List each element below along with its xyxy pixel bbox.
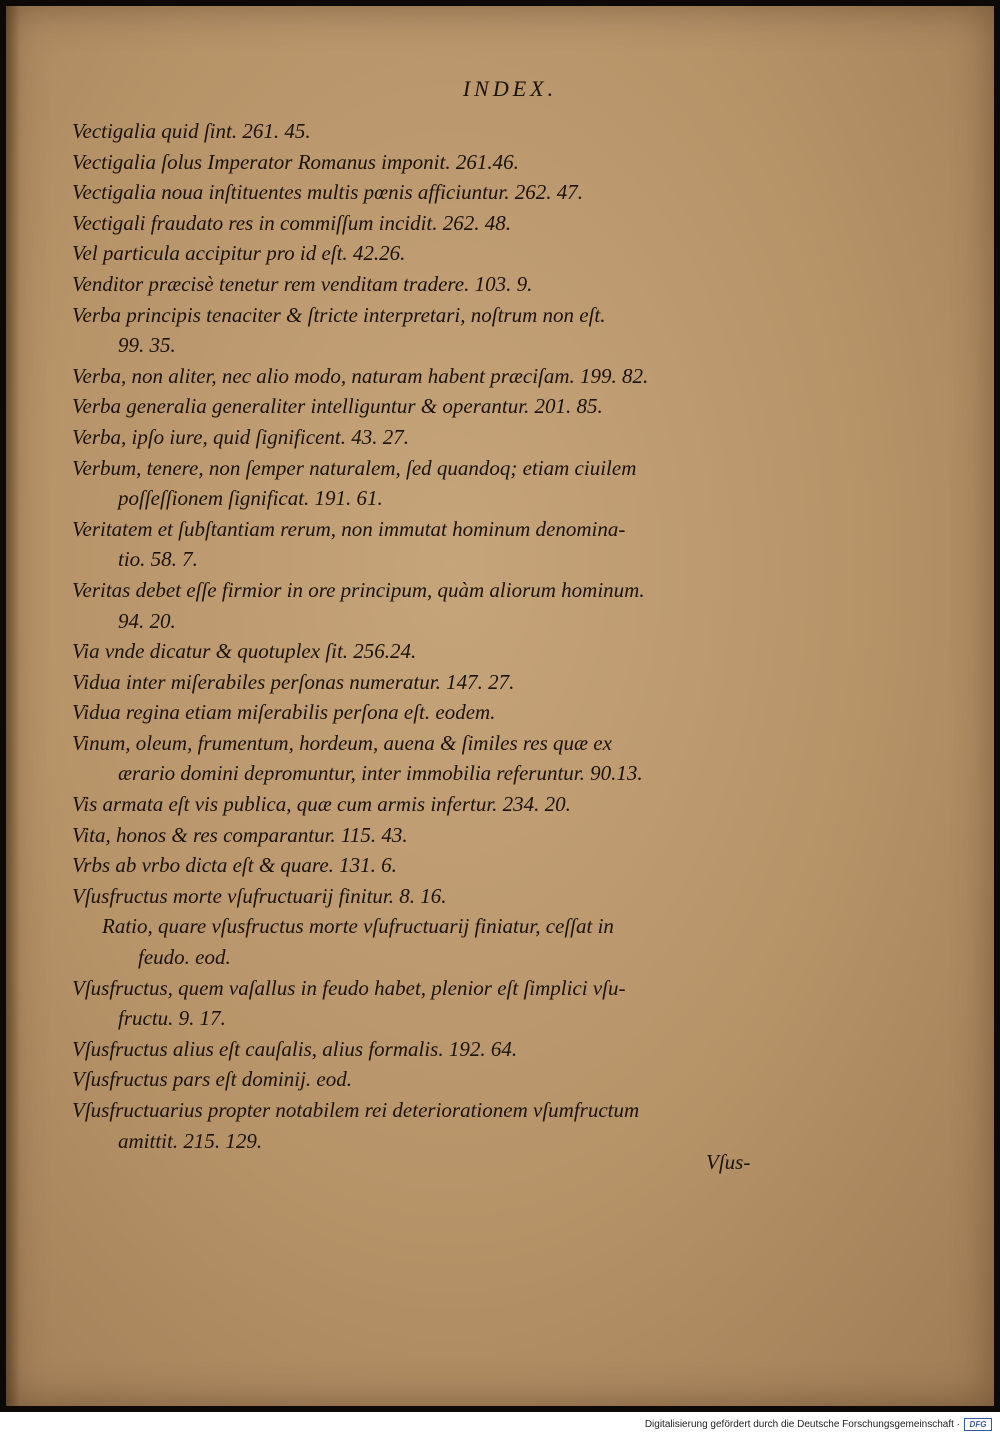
index-entry-line: Vſusfructus, quem vaſallus in feudo habet, plenior eſt ſimplici vſu- xyxy=(72,975,626,1000)
index-entry-line: Veritas debet eſſe firmior in ore principum, quàm aliorum hominum. xyxy=(72,577,645,602)
index-entry-line: Venditor præcisè tenetur rem venditam tradere. 103. 9. xyxy=(72,271,533,296)
index-entry-line: Vis armata eſt vis publica, quæ cum armis infertur. 234. 20. xyxy=(72,792,571,817)
index-entry-line: Vel particula accipitur pro id eſt. 42.26. xyxy=(72,241,406,266)
index-entry-line: Via vnde dicatur & quotuplex ſit. 256.24. xyxy=(72,639,417,664)
index-entry-line: Verba, non aliter, nec alio modo, naturam habent præciſam. 199. 82. xyxy=(72,363,649,388)
page-header: INDEX. xyxy=(462,76,558,101)
index-entry-line: Verba principis tenaciter & ſtricte interpretari, noſtrum non eſt. xyxy=(72,302,606,327)
index-entry-line: Vſusfructus morte vſufructuarij finitur. 8. 16. xyxy=(72,883,447,908)
index-entry-line: Vita, honos & res comparantur. 115. 43. xyxy=(72,822,408,847)
index-entry-line: tio. 58. 7. xyxy=(118,547,198,572)
index-entry-line: Vidua inter miſerabiles perſonas numeratur. 147. 27. xyxy=(72,669,515,694)
dfg-logo: DFG xyxy=(964,1418,992,1431)
index-entry-line: ærario domini depromuntur, inter immobilia referuntur. 90.13. xyxy=(118,761,643,786)
index-entry-line: Vectigali fraudato res in commiſſum incidit. 262. 48. xyxy=(72,210,512,235)
index-entry-line: feudo. eod. xyxy=(138,945,231,970)
index-entry-line: fructu. 9. 17. xyxy=(118,1006,226,1031)
index-entry-line: Vinum, oleum, frumentum, hordeum, auena & ſimiles res quæ ex xyxy=(72,730,612,755)
index-entries xyxy=(72,116,772,1156)
index-entry-line: Veritatem et ſubſtantiam rerum, non immutat hominum denomina- xyxy=(72,516,626,541)
index-entry-line: Verbum, tenere, non ſemper naturalem, ſed quandoq; etiam ciuilem xyxy=(72,455,637,480)
index-entry-line: Vectigalia noua inſtituentes multis pœnis afficiuntur. 262. 47. xyxy=(72,180,583,205)
index-entry-line: 99. 35. xyxy=(118,333,176,358)
footer xyxy=(0,1416,992,1432)
book-page xyxy=(6,6,994,1406)
index-entry-line: Vſusfructus pars eſt dominij. eod. xyxy=(72,1067,352,1092)
index-entry-line: Ratio, quare vſusfructus morte vſufructuarij finiatur, ceſſat in xyxy=(102,914,614,939)
index-entry-line: Vectigalia quid ſint. 261. 45. xyxy=(72,119,311,143)
index-entry-line: amittit. 215. 129. xyxy=(118,1128,263,1153)
index-entry-line: Verba, ipſo iure, quid ſignificent. 43. 27. xyxy=(72,424,409,449)
index-entry-line: Vſusfructuarius propter notabilem rei deteriorationem vſumfructum xyxy=(72,1098,640,1122)
footer-credit: Digitalisierung gefördert durch die Deutsche Forschungsgemeinschaft · xyxy=(644,1418,960,1430)
index-entry-line: Verba generalia generaliter intelliguntur & operantur. 201. 85. xyxy=(72,394,603,419)
index-entry-line: Vectigalia ſolus Imperator Romanus imponit. 261.46. xyxy=(72,149,519,174)
catchword: Vſus- xyxy=(706,1150,751,1174)
index-entry-line: poſſeſſionem ſignificat. 191. 61. xyxy=(118,486,383,511)
index-entry-line: 94. 20. xyxy=(118,608,176,633)
index-entry-line: Vidua regina etiam miſerabilis perſona eſt. eodem. xyxy=(72,700,496,725)
index-entry-line: Vrbs ab vrbo dicta eſt & quare. 131. 6. xyxy=(72,853,397,878)
index-entry-line: Vſusfructus alius eſt cauſalis, alius formalis. 192. 64. xyxy=(72,1036,518,1061)
